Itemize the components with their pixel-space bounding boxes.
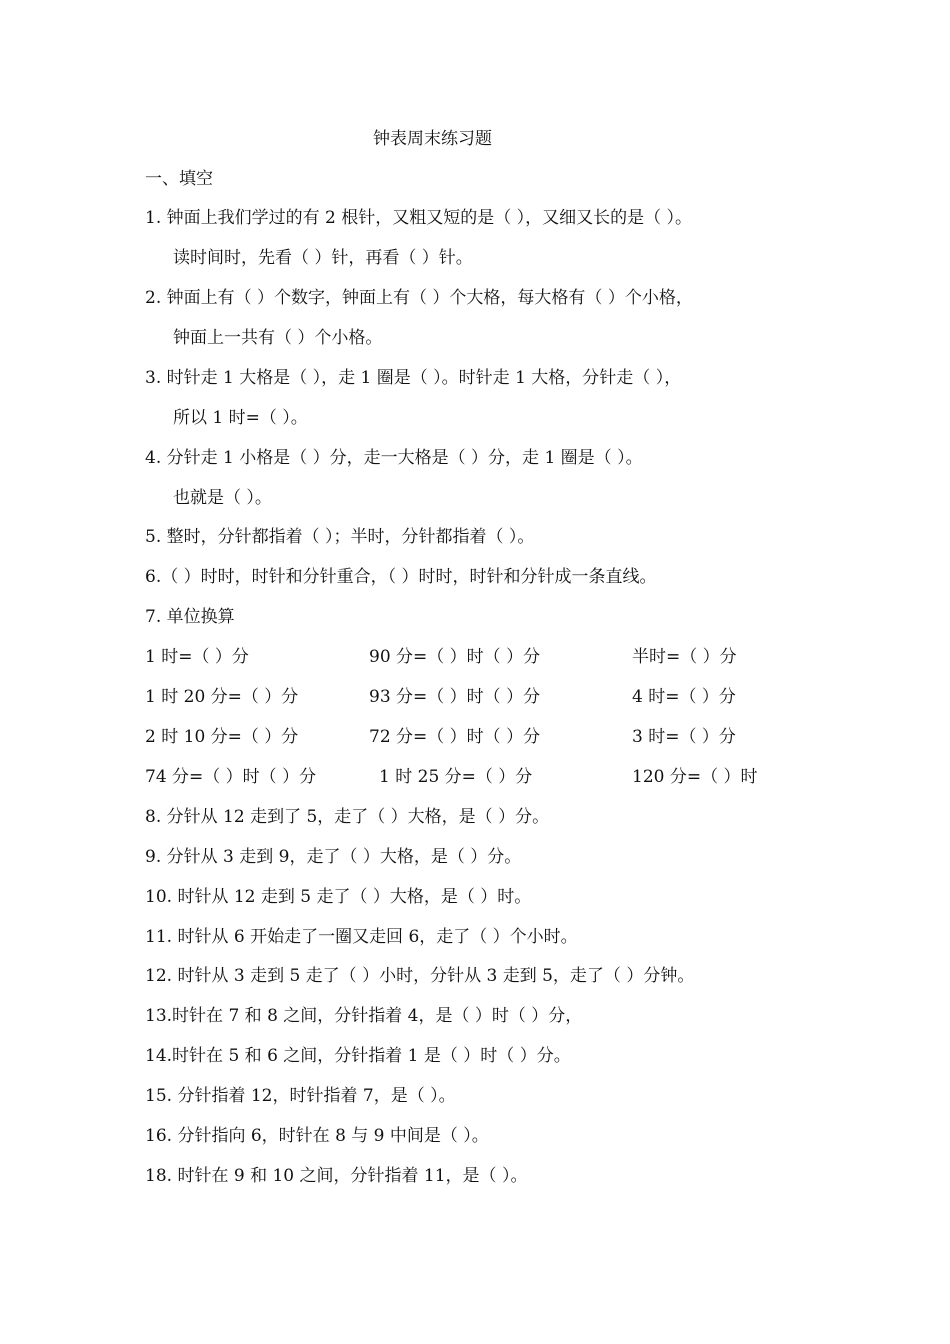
question-10: 10. 时针从 12 走到 5 走了（ ）大格，是（ ）时。 <box>145 887 532 907</box>
question-16: 16. 分针指向 6，时针在 8 与 9 中间是（ ）。 <box>145 1126 489 1146</box>
conversion-cell: 3 时=（ ）分 <box>632 727 736 747</box>
question-18: 18. 时针在 9 和 10 之间，分针指着 11，是（ ）。 <box>145 1166 528 1186</box>
conversion-cell: 72 分=（ ）时（ ）分 <box>369 727 541 747</box>
question-4-line-2: 也就是（ ）。 <box>173 488 272 508</box>
conversion-cell: 4 时=（ ）分 <box>632 687 736 707</box>
conversion-cell: 1 时 20 分=（ ）分 <box>145 687 299 707</box>
question-2-line-1: 2. 钟面上有（ ）个数字，钟面上有（ ）个大格，每大格有（ ）个小格， <box>145 288 693 308</box>
question-9: 9. 分针从 3 走到 9，走了（ ）大格，是（ ）分。 <box>145 847 522 867</box>
conversion-cell: 93 分=（ ）时（ ）分 <box>369 687 541 707</box>
question-14: 14.时针在 5 和 6 之间，分针指着 1 是（ ）时（ ）分。 <box>145 1046 571 1066</box>
question-11: 11. 时针从 6 开始走了一圈又走回 6，走了（ ）个小时。 <box>145 927 578 947</box>
conversion-cell: 半时=（ ）分 <box>632 647 737 667</box>
conversion-cell: 1 时 25 分=（ ）分 <box>379 767 533 787</box>
conversion-cell: 90 分=（ ）时（ ）分 <box>369 647 541 667</box>
conversion-cell: 74 分=（ ）时（ ）分 <box>145 767 317 787</box>
conversion-cell: 2 时 10 分=（ ）分 <box>145 727 299 747</box>
question-8: 8. 分针从 12 走到了 5，走了（ ）大格，是（ ）分。 <box>145 807 550 827</box>
question-3-line-1: 3. 时针走 1 大格是（ ），走 1 圈是（ ）。时针走 1 大格，分针走（ ）， <box>145 368 682 388</box>
question-1-line-1: 1. 钟面上我们学过的有 2 根针，又粗又短的是（ ），又细又长的是（ ）。 <box>145 208 693 228</box>
question-4-line-1: 4. 分针走 1 小格是（ ）分，走一大格是（ ）分，走 1 圈是（ ）。 <box>145 448 643 468</box>
question-2-line-2: 钟面上一共有（ ）个小格。 <box>173 328 383 348</box>
question-6: 6.（ ）时时，时针和分针重合，（ ）时时，时针和分针成一条直线。 <box>145 567 657 587</box>
page-title: 钟表周末练习题 <box>373 129 492 149</box>
question-13: 13.时针在 7 和 8 之间，分针指着 4，是（ ）时（ ）分， <box>145 1006 583 1026</box>
section-heading: 一、填空 <box>145 169 213 189</box>
question-15: 15. 分针指着 12，时针指着 7，是（ ）。 <box>145 1086 456 1106</box>
question-12: 12. 时针从 3 走到 5 走了（ ）小时，分针从 3 走到 5，走了（ ）分钟。 <box>145 966 695 986</box>
question-1-line-2: 读时间时，先看（ ）针，再看（ ）针。 <box>173 248 473 268</box>
conversion-cell: 1 时=（ ）分 <box>145 647 249 667</box>
question-3-line-2: 所以 1 时=（ ）。 <box>173 408 308 428</box>
conversion-cell: 120 分=（ ）时 <box>632 767 758 787</box>
question-7-heading: 7. 单位换算 <box>145 607 235 627</box>
question-5: 5. 整时，分针都指着（ ）；半时，分针都指着（ ）。 <box>145 527 535 547</box>
